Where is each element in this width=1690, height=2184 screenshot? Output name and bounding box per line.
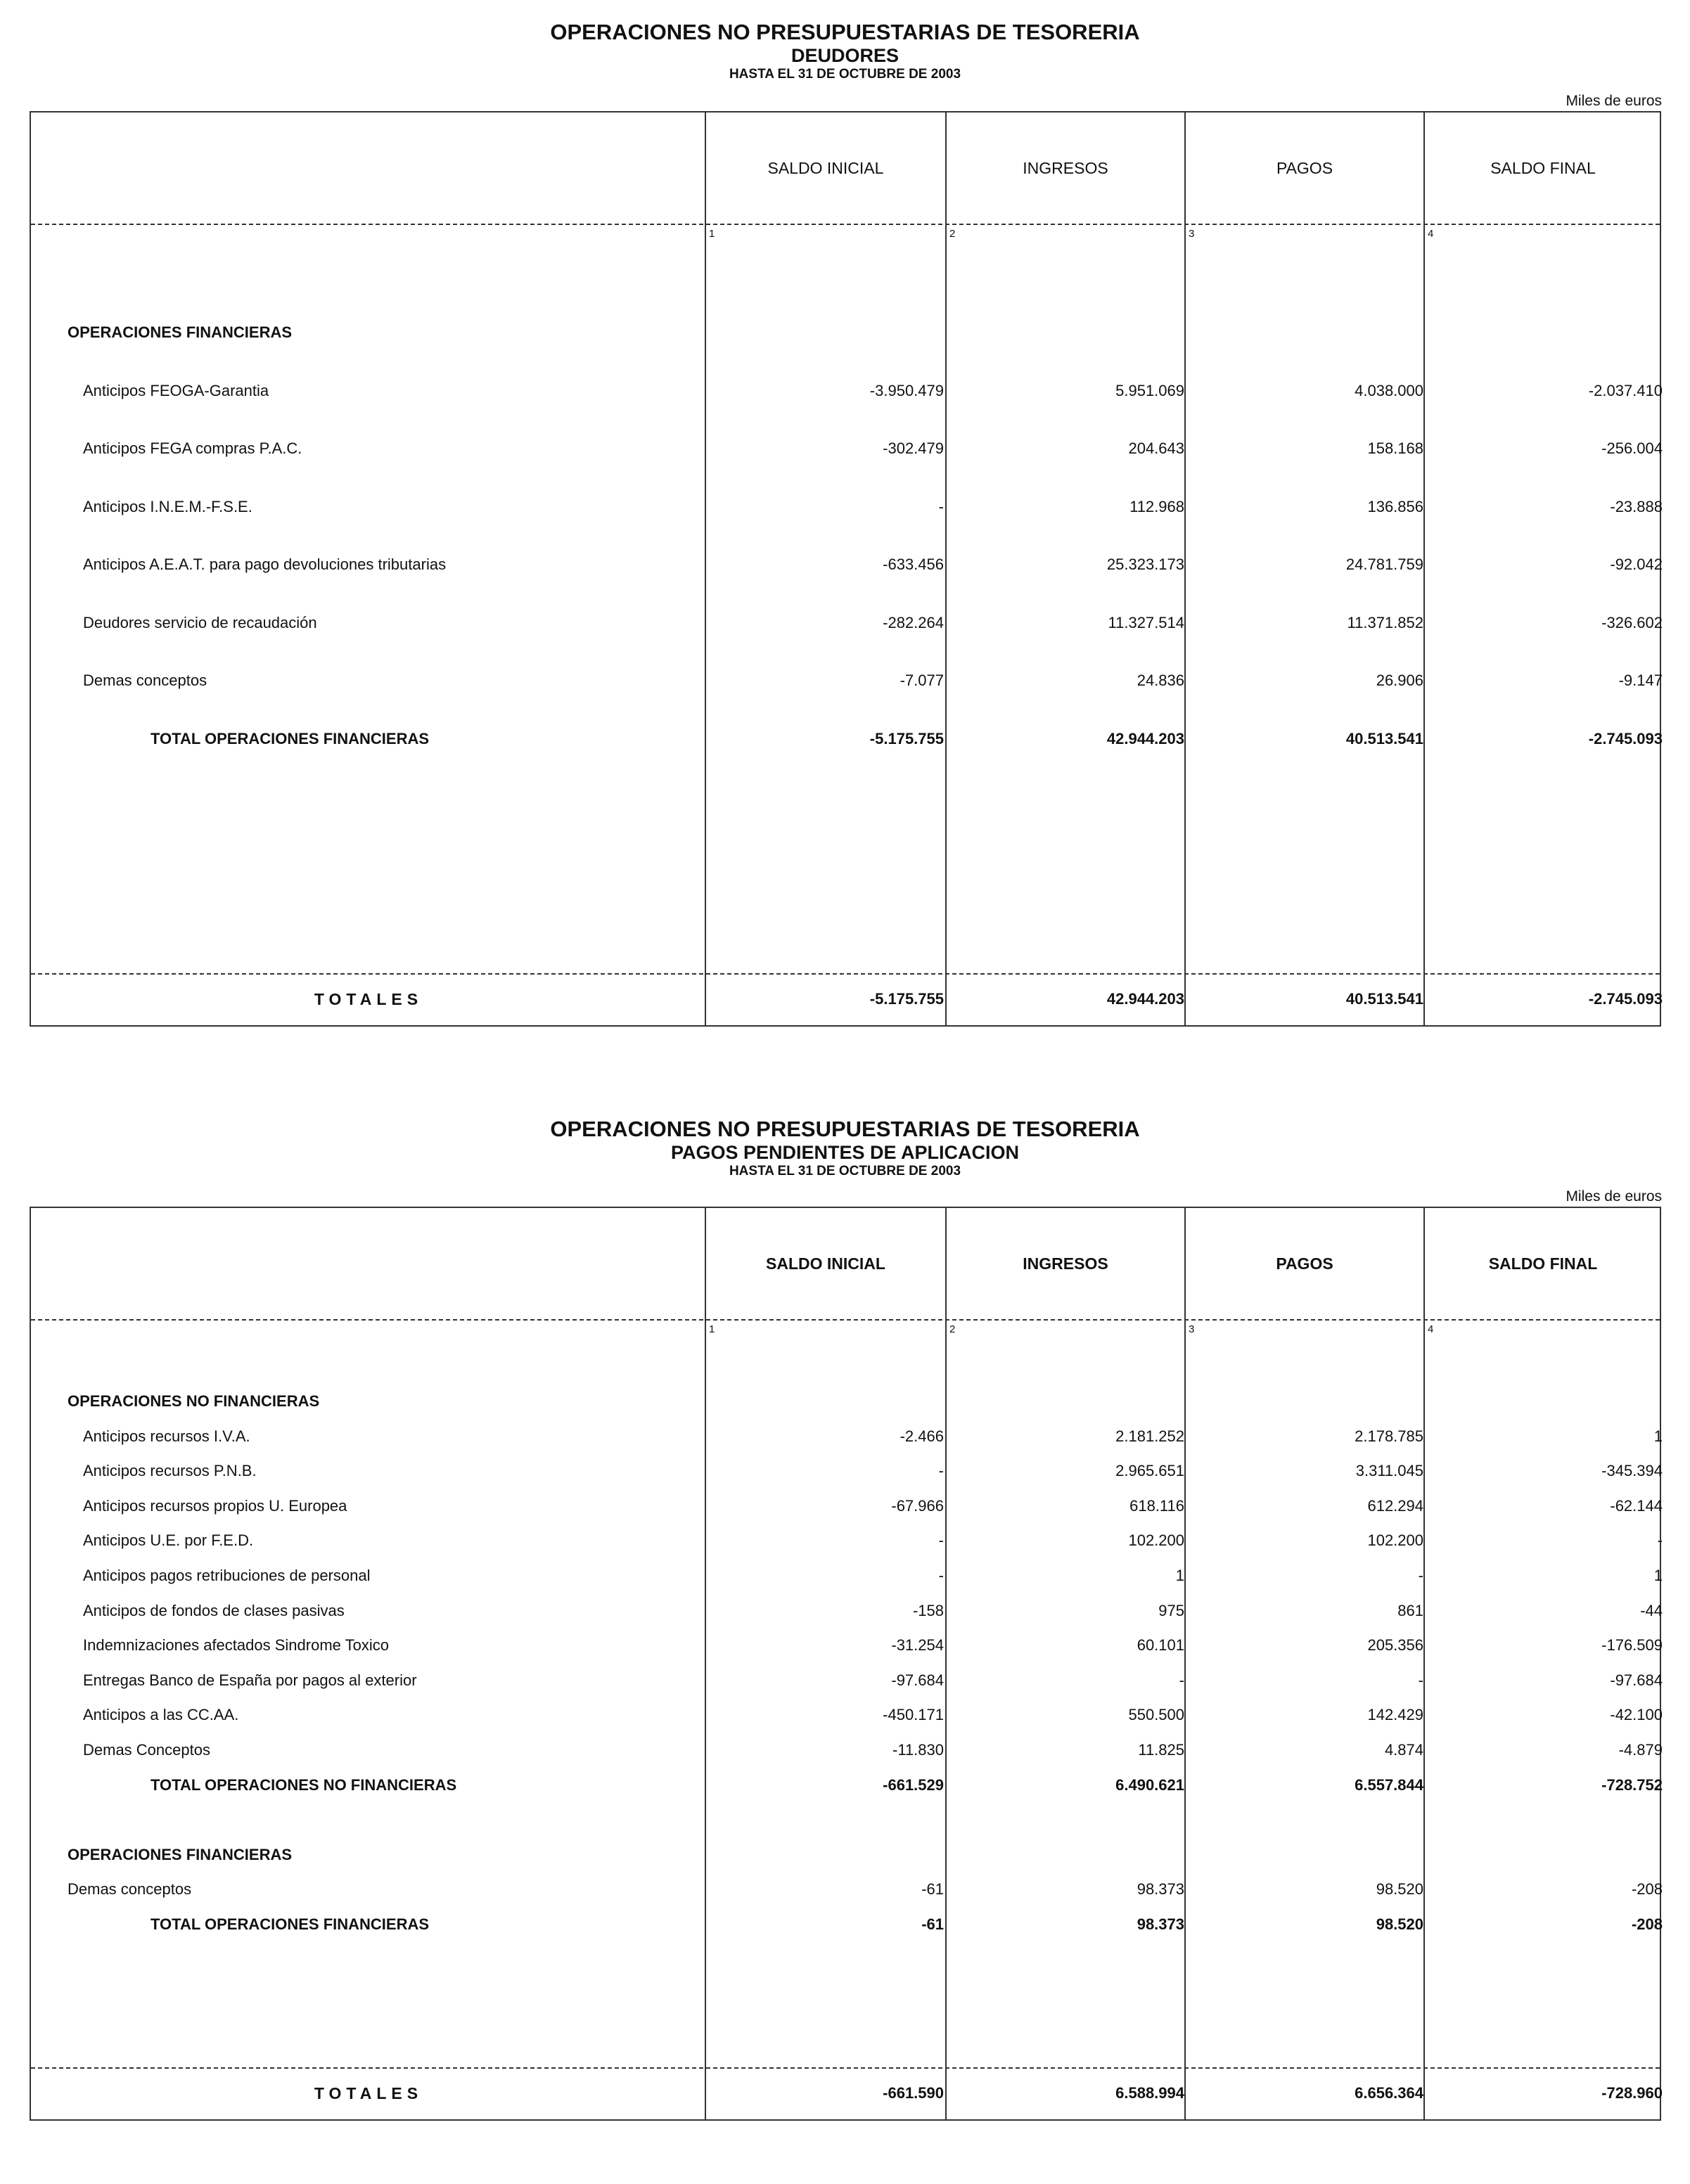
table-row <box>31 555 1663 584</box>
table-row <box>31 1811 1660 1839</box>
row-value: 11.825 <box>1138 1741 1184 1759</box>
row-value: 205.356 <box>1367 1636 1423 1655</box>
col-header-saldo-inicial: SALDO INICIAL <box>766 1254 885 1273</box>
totals-value: -2.745.093 <box>1588 990 1663 1008</box>
table-row <box>31 1636 1663 1664</box>
row-value: -4.879 <box>1618 1741 1663 1759</box>
row-label: OPERACIONES FINANCIERAS <box>68 1845 293 1863</box>
col-number: 4 <box>1428 1323 1434 1335</box>
row-value: -661.529 <box>883 1775 944 1794</box>
row-value: 612.294 <box>1367 1496 1423 1515</box>
row-value: -23.888 <box>1610 497 1663 515</box>
row-value: 11.371.852 <box>1347 613 1423 631</box>
pagos-table <box>30 1207 1661 2121</box>
row-value: 3.311.045 <box>1355 1462 1423 1480</box>
row-label: Anticipos I.N.E.M.-F.S.E. <box>83 497 252 515</box>
row-label: Indemnizaciones afectados Sindrome Toxico <box>83 1636 389 1655</box>
row-label: Entregas Banco de España por pagos al exterior <box>83 1671 417 1689</box>
row-value: 204.643 <box>1128 439 1184 457</box>
row-label: OPERACIONES FINANCIERAS <box>68 323 293 341</box>
col-header-saldo-final: SALDO FINAL <box>1490 159 1596 177</box>
row-label: Demas conceptos <box>68 1880 192 1899</box>
row-value: -256.004 <box>1601 439 1663 457</box>
row-value: -2.466 <box>900 1427 944 1445</box>
report-subtitle: PAGOS PENDIENTES DE APLICACION <box>670 1142 1020 1163</box>
row-label: Anticipos U.E. por F.E.D. <box>83 1531 254 1550</box>
row-value: -97.684 <box>891 1671 944 1689</box>
row-value: -42.100 <box>1610 1706 1663 1724</box>
row-label: Demas Conceptos <box>83 1741 210 1759</box>
row-value: 1 <box>1175 1567 1184 1584</box>
report-date: HASTA EL 31 DE OCTUBRE DE 2003 <box>729 67 961 82</box>
table-row <box>31 672 1663 700</box>
totals-value: 42.944.203 <box>1106 990 1184 1008</box>
col-header-pagos: PAGOS <box>1276 1254 1333 1273</box>
row-value: -97.684 <box>1610 1671 1663 1689</box>
row-value: 861 <box>1397 1601 1423 1619</box>
totals-value: -661.590 <box>883 2084 944 2102</box>
row-value: 102.200 <box>1128 1531 1184 1550</box>
row-value: 102.200 <box>1367 1531 1423 1550</box>
col-number: 2 <box>949 1323 956 1335</box>
row-value: -7.077 <box>900 672 944 689</box>
row-value: - <box>1657 1531 1663 1550</box>
row-value: 42.944.203 <box>1106 729 1184 747</box>
totals-value: 40.513.541 <box>1345 990 1423 1008</box>
row-value: 6.557.844 <box>1355 1775 1423 1794</box>
row-value: 2.965.651 <box>1115 1462 1184 1480</box>
row-value: 98.520 <box>1376 1915 1423 1933</box>
row-label: Anticipos recursos P.N.B. <box>83 1462 257 1480</box>
row-label: Anticipos FEOGA-Garantia <box>83 381 269 399</box>
row-value: 136.856 <box>1367 497 1423 515</box>
table-row <box>31 1462 1663 1490</box>
col-number: 3 <box>1189 228 1195 240</box>
row-value: 5.951.069 <box>1115 381 1184 399</box>
row-value: -5.175.755 <box>869 729 944 747</box>
row-value: -158 <box>912 1601 944 1619</box>
col-header-saldo-final: SALDO FINAL <box>1488 1254 1598 1273</box>
units-label: Miles de euros <box>1566 1188 1662 1205</box>
row-value: -208 <box>1631 1915 1663 1933</box>
col-header-ingresos: INGRESOS <box>1023 159 1108 177</box>
table-row <box>31 1741 1663 1769</box>
row-label: Anticipos FEGA compras P.A.C. <box>83 439 302 457</box>
section-heading-row <box>31 1392 1660 1420</box>
table-row <box>31 1567 1663 1595</box>
pagos-heading <box>0 1117 1690 1180</box>
row-value: 98.520 <box>1376 1880 1423 1899</box>
row-value: 142.429 <box>1367 1706 1423 1724</box>
row-label: TOTAL OPERACIONES NO FINANCIERAS <box>151 1775 457 1794</box>
row-value: -92.042 <box>1610 555 1663 573</box>
row-value: 24.836 <box>1137 672 1184 689</box>
row-value: -31.254 <box>891 1636 944 1655</box>
row-label: Anticipos A.E.A.T. para pago devoluciones tributarias <box>83 555 447 573</box>
row-value: -44 <box>1640 1601 1663 1619</box>
totals-row <box>31 973 1663 1025</box>
row-label: Anticipos recursos I.V.A. <box>83 1427 250 1445</box>
row-value: 1 <box>1653 1427 1663 1445</box>
row-label: TOTAL OPERACIONES FINANCIERAS <box>151 729 430 747</box>
table-row <box>31 1706 1663 1734</box>
col-number: 1 <box>709 228 715 240</box>
row-value: -62.144 <box>1610 1496 1663 1515</box>
row-value: -302.479 <box>883 439 944 457</box>
row-label: TOTAL OPERACIONES FINANCIERAS <box>151 1915 430 1933</box>
row-value: 1 <box>1653 1567 1663 1584</box>
row-label: Anticipos de fondos de clases pasivas <box>83 1601 345 1619</box>
row-value: - <box>1179 1671 1184 1689</box>
units-label: Miles de euros <box>1566 93 1662 109</box>
row-value: - <box>1418 1567 1423 1584</box>
table-row <box>31 613 1663 642</box>
section-heading-row <box>31 1846 1660 1874</box>
row-value: 112.968 <box>1129 497 1184 515</box>
row-value: - <box>938 1462 944 1480</box>
row-value: -67.966 <box>891 1496 944 1515</box>
col-header-ingresos: INGRESOS <box>1023 1254 1108 1273</box>
row-value: -208 <box>1631 1880 1663 1899</box>
col-number: 2 <box>949 228 956 240</box>
row-value: - <box>938 497 944 515</box>
row-value: -2.037.410 <box>1588 381 1663 399</box>
deudores-heading <box>0 20 1690 83</box>
row-value: 4.874 <box>1384 1741 1423 1759</box>
row-value: 60.101 <box>1137 1636 1184 1655</box>
row-value: -61 <box>921 1880 944 1899</box>
section-heading-row <box>31 323 1660 352</box>
col-header-pagos: PAGOS <box>1276 159 1333 177</box>
row-label: Anticipos recursos propios U. Europea <box>83 1496 347 1515</box>
row-value: - <box>938 1531 944 1550</box>
row-value: -176.509 <box>1601 1636 1663 1655</box>
row-value: -9.147 <box>1618 672 1663 689</box>
row-value: - <box>1418 1671 1423 1689</box>
col-number: 4 <box>1428 228 1434 240</box>
subtotal-row <box>31 1915 1663 1944</box>
subtotal-row <box>31 729 1663 758</box>
table-row <box>31 381 1663 410</box>
table-row <box>31 1601 1663 1630</box>
row-value: 975 <box>1158 1601 1184 1619</box>
totals-value: -5.175.755 <box>869 990 944 1008</box>
row-label: Demas conceptos <box>83 672 207 689</box>
row-value: 26.906 <box>1376 672 1423 689</box>
row-value: 98.373 <box>1137 1880 1184 1899</box>
report-title: OPERACIONES NO PRESUPUESTARIAS DE TESORERIA <box>550 20 1140 44</box>
row-value: -2.745.093 <box>1588 729 1663 747</box>
row-value: 550.500 <box>1128 1706 1184 1724</box>
col-number: 1 <box>709 1323 715 1335</box>
report-subtitle: DEUDORES <box>790 45 900 66</box>
row-label: Anticipos pagos retribuciones de personal <box>83 1567 371 1584</box>
row-value: 4.038.000 <box>1355 381 1423 399</box>
col-number: 3 <box>1189 1323 1195 1335</box>
row-value: 98.373 <box>1137 1915 1184 1933</box>
totals-label: TOTALES <box>314 2084 423 2102</box>
table-row <box>31 1531 1663 1560</box>
row-value: -282.264 <box>883 613 944 631</box>
table-row <box>31 1671 1663 1700</box>
row-value: 2.181.252 <box>1115 1427 1184 1445</box>
row-label: Deudores servicio de recaudación <box>83 613 317 631</box>
totals-value: 6.588.994 <box>1115 2084 1184 2102</box>
row-value: 24.781.759 <box>1345 555 1423 573</box>
report-date: HASTA EL 31 DE OCTUBRE DE 2003 <box>729 1164 961 1178</box>
row-value: 6.490.621 <box>1115 1775 1184 1794</box>
row-value: 2.178.785 <box>1355 1427 1423 1445</box>
row-value: - <box>938 1567 944 1584</box>
row-label: OPERACIONES NO FINANCIERAS <box>68 1392 320 1410</box>
table-row <box>31 1427 1663 1456</box>
totals-label: TOTALES <box>314 990 423 1008</box>
row-value: -450.171 <box>883 1706 944 1724</box>
row-value: -345.394 <box>1601 1462 1663 1480</box>
row-value: -3.950.479 <box>869 381 944 399</box>
report-title: OPERACIONES NO PRESUPUESTARIAS DE TESORERIA <box>550 1117 1140 1141</box>
row-value: 158.168 <box>1367 439 1423 457</box>
table-row <box>31 439 1663 468</box>
totals-value: -728.960 <box>1601 2084 1663 2102</box>
subtotal-row <box>31 1775 1663 1804</box>
table-row <box>31 1880 1663 1908</box>
totals-value: 6.656.364 <box>1355 2084 1423 2102</box>
row-value: -633.456 <box>883 555 944 573</box>
row-value: -11.830 <box>892 1741 944 1759</box>
row-value: -61 <box>921 1915 944 1933</box>
table-row <box>31 1496 1663 1525</box>
row-value: -728.752 <box>1601 1775 1663 1794</box>
row-value: -326.602 <box>1601 613 1663 631</box>
row-value: 11.327.514 <box>1108 613 1184 631</box>
row-label: Anticipos a las CC.AA. <box>83 1706 239 1724</box>
totals-row <box>31 2067 1663 2119</box>
deudores-table <box>30 111 1661 1027</box>
row-value: 618.116 <box>1129 1496 1184 1515</box>
table-row <box>31 497 1663 526</box>
col-header-saldo-inicial: SALDO INICIAL <box>767 159 884 177</box>
row-value: 25.323.173 <box>1106 555 1184 573</box>
row-value: 40.513.541 <box>1345 729 1423 747</box>
